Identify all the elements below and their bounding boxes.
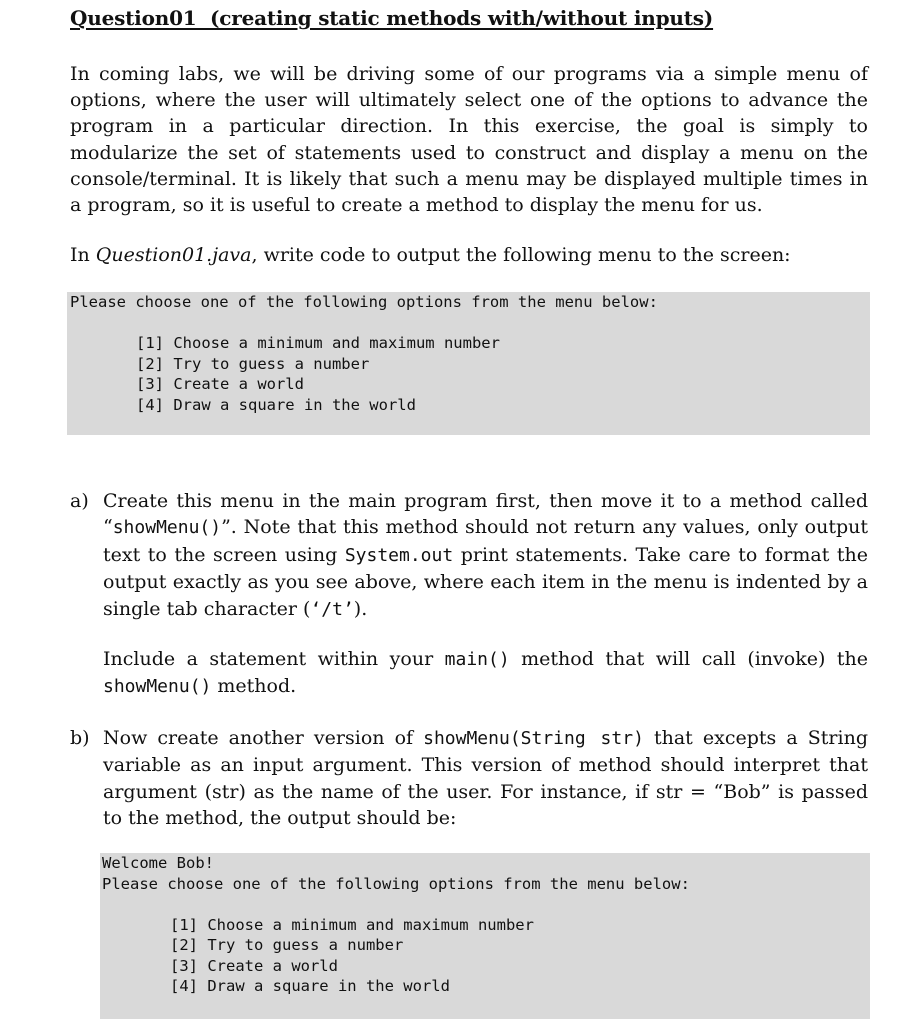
part-a-p2-text-2: method that will call (invoke) the [509, 648, 868, 670]
welcome-output-box [100, 853, 870, 1019]
menu-item-1: [1] Choose a minimum and maximum number [136, 334, 500, 352]
part-a-paragraph-1 [103, 488, 868, 623]
menu-item-4: [4] Draw a square in the world [136, 395, 416, 414]
menu-header-line: Please choose one of the following options from the menu below: [70, 293, 658, 311]
part-b-code-showmenu-str: showMenu(String str) [423, 728, 644, 749]
part-a-label: a) [70, 490, 89, 512]
part-a-code-showmenu: showMenu() [112, 517, 222, 539]
welcome-menu-header-line: Please choose one of the following options from the menu below: [102, 874, 690, 893]
intro-paragraph: In coming labs, we will be driving some of our programs via a simple menu of options, where the user will ultimately select one of the options to advance the program in a particular direction. In this exercise, the goal is simply to modularize the set of statements used to construct and display a menu on the console/terminal. It is likely that such a menu may be displayed multiple times in a program, so it is useful to create a method to display the menu for us. [70, 63, 868, 217]
welcome-menu-item-3: [3] Create a world [170, 956, 338, 975]
part-a-p2-code-main: main() [444, 649, 510, 670]
part-a-text-2: ”. Note that this method should not return any values, only output text to the screen using [103, 516, 868, 566]
part-a-code-tab: ‘/t’ [310, 598, 354, 620]
part-a-p2-text-3: method. [211, 675, 297, 698]
welcome-menu-item-2: [2] Try to guess a number [170, 936, 404, 954]
part-a-text-4: ). [353, 597, 368, 620]
instruction-filename: Question01.java [95, 244, 252, 266]
part-a-code-systemout: System.out [344, 544, 454, 566]
question-title: Question01 (creating static methods with/without inputs) [70, 6, 714, 30]
instruction-text-before: In [70, 244, 96, 266]
welcome-menu-item-4: [4] Draw a square in the world [170, 977, 450, 995]
menu-item-3: [3] Create a world [136, 375, 304, 393]
part-a-p2-text-1: Include a statement within your [103, 648, 445, 670]
part-a-p2-code-showmenu: showMenu() [103, 676, 212, 698]
instruction-text-after: , write code to output the following menu to the screen: [251, 244, 791, 266]
part-b-text-1: Now create another version of [103, 727, 424, 749]
part-b-paragraph [103, 725, 868, 832]
part-a-paragraph-2 [103, 646, 868, 701]
instruction-paragraph [70, 242, 868, 268]
menu-output-box [67, 292, 870, 435]
welcome-line: Welcome Bob! [102, 854, 214, 872]
part-b-label: b) [70, 727, 90, 749]
part-b-text-2: that excepts a String variable as an input argument. This version of method should interpret that argument (str) as the name of the user. For instance, if str = “Bob” is passed to the method, the output should be: [103, 727, 868, 830]
menu-item-2: [2] Try to guess a number [136, 354, 370, 373]
part-a-text-3: print statements. Take care to format the output exactly as you see above, where each item in the menu is indented by a single tab character ( [103, 543, 869, 620]
welcome-menu-item-1: [1] Choose a minimum and maximum number [170, 915, 534, 934]
part-a-text-1: Create this menu in the main program first, then move it to a method called “ [103, 490, 868, 539]
